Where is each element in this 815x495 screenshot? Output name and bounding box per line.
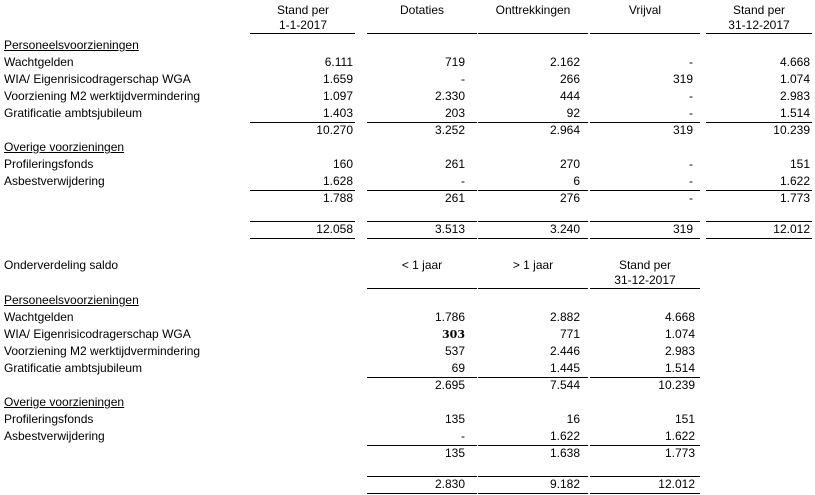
t2-title: Onderverdeling saldo bbox=[4, 258, 119, 272]
t1-header-line bbox=[478, 33, 588, 34]
t1-cell: 719 bbox=[444, 55, 465, 69]
t1-cell: 6.111 bbox=[324, 55, 353, 69]
t2-total-bottom-line bbox=[367, 493, 477, 494]
t2-cell: 16 bbox=[566, 412, 580, 426]
t1-cell: 151 bbox=[789, 157, 810, 171]
t1-cell: - bbox=[689, 89, 693, 103]
t2-cell: 4.668 bbox=[664, 310, 695, 324]
t1-header-onttrekkingen: Onttrekkingen bbox=[495, 3, 571, 17]
t1-header-vrijval: Vrijval bbox=[628, 3, 662, 17]
t2-total-cell: 2.830 bbox=[434, 477, 465, 491]
t2-subtotal-cell: 10.239 bbox=[658, 378, 695, 392]
t2-total-bottom-line bbox=[590, 493, 700, 494]
t2-header-line bbox=[367, 288, 477, 289]
t1-cell: 92 bbox=[566, 106, 580, 120]
t2-cell: 303 bbox=[442, 328, 465, 341]
t2-header-line bbox=[590, 288, 700, 289]
t1-total-cell: 3.513 bbox=[434, 222, 465, 236]
t1-subtotal-cell: 1.788 bbox=[322, 191, 353, 205]
t2-subtotal-cell: 1.638 bbox=[549, 446, 580, 460]
t1-row-label: Gratificatie ambtsjubileum bbox=[4, 106, 143, 120]
t2-cell: 2.446 bbox=[549, 344, 580, 358]
t1-row-label: WIA/ Eigenrisicodragerschap WGA bbox=[4, 72, 191, 86]
t1-subtotal-cell: 3.252 bbox=[434, 123, 465, 137]
t1-cell: 266 bbox=[559, 72, 580, 86]
t1-cell: 203 bbox=[444, 106, 465, 120]
t1-cell: 1.074 bbox=[779, 72, 810, 86]
t1-cell: 4.668 bbox=[779, 55, 810, 69]
t2-cell: 1.445 bbox=[549, 361, 580, 375]
t1-cell: 6 bbox=[573, 174, 580, 188]
t1-section-title: Personeelsvoorzieningen bbox=[4, 38, 139, 52]
t1-row-label: Voorziening M2 werktijdvermindering bbox=[4, 89, 201, 103]
t1-subtotal-cell: 10.270 bbox=[316, 123, 353, 137]
t2-subtotal-cell: 7.544 bbox=[549, 378, 580, 392]
t1-subtotal-cell: 1.773 bbox=[779, 191, 810, 205]
t1-cell: - bbox=[461, 72, 465, 86]
t1-subtotal-cell: 276 bbox=[559, 191, 580, 205]
t1-cell: 270 bbox=[559, 157, 580, 171]
t1-cell: - bbox=[461, 174, 465, 188]
t1-header-dotaties: Dotaties bbox=[399, 3, 445, 17]
t1-total-bottom-line bbox=[590, 238, 700, 239]
t1-cell: 1.622 bbox=[779, 174, 810, 188]
t2-cell: 1.622 bbox=[549, 429, 580, 443]
t2-cell: 1.514 bbox=[664, 361, 695, 375]
t1-cell: 2.983 bbox=[779, 89, 810, 103]
t2-row-label: Profileringsfonds bbox=[4, 412, 94, 426]
t1-total-cell: 12.058 bbox=[316, 222, 353, 236]
t1-subtotal-cell: 261 bbox=[444, 191, 465, 205]
t2-subtotal-cell: 1.773 bbox=[664, 446, 695, 460]
t1-cell: - bbox=[689, 174, 693, 188]
t2-subtotal-cell: 2.695 bbox=[434, 378, 465, 392]
t2-total-cell: 12.012 bbox=[658, 477, 695, 491]
t2-cell: 1.786 bbox=[434, 310, 465, 324]
t1-subtotal-cell: 319 bbox=[672, 123, 693, 137]
t2-cell: 69 bbox=[451, 361, 465, 375]
t1-subtotal-cell: - bbox=[689, 191, 693, 205]
t1-row-label: Profileringsfonds bbox=[4, 157, 94, 171]
t2-header-gt1: > 1 jaar bbox=[512, 258, 554, 272]
t1-total-bottom-line bbox=[367, 238, 477, 239]
t2-row-label: Voorziening M2 werktijdvermindering bbox=[4, 344, 201, 358]
t1-header-line bbox=[250, 33, 355, 34]
t1-section-title: Overige voorzieningen bbox=[4, 140, 125, 154]
t1-subtotal-cell: 2.964 bbox=[549, 123, 580, 137]
t2-subtotal-cell: 135 bbox=[444, 446, 465, 460]
t2-total-bottom-line bbox=[478, 493, 588, 494]
t1-cell: 160 bbox=[332, 157, 353, 171]
t1-total-cell: 319 bbox=[672, 222, 693, 236]
t2-cell: 771 bbox=[559, 327, 580, 341]
t2-row-label: Asbestverwijdering bbox=[4, 429, 105, 443]
t1-cell: 1.514 bbox=[779, 106, 810, 120]
t1-total-bottom-line bbox=[478, 238, 588, 239]
t2-cell: 537 bbox=[444, 344, 465, 358]
t1-total-bottom-line bbox=[250, 238, 355, 239]
t1-header-line bbox=[590, 33, 700, 34]
t1-cell: - bbox=[689, 55, 693, 69]
t2-header-line bbox=[478, 288, 588, 289]
t1-total-cell: 12.012 bbox=[773, 222, 810, 236]
t1-cell: 1.659 bbox=[322, 72, 353, 86]
t1-cell: 319 bbox=[672, 72, 693, 86]
t1-header-stand-end: Stand per 31-12-2017 bbox=[728, 3, 790, 32]
t1-header-stand-begin: Stand per 1-1-2017 bbox=[276, 3, 330, 32]
t2-total-cell: 9.182 bbox=[549, 477, 580, 491]
t2-header-lt1: < 1 jaar bbox=[401, 258, 443, 272]
t2-row-label: Gratificatie ambtsjubileum bbox=[4, 361, 143, 375]
t1-subtotal-cell: 10.239 bbox=[773, 123, 810, 137]
t2-cell: 1.622 bbox=[664, 429, 695, 443]
t1-total-bottom-line bbox=[706, 238, 812, 239]
t2-header-stand: Stand per 31-12-2017 bbox=[614, 258, 676, 287]
t1-cell: 1.097 bbox=[322, 89, 353, 103]
t1-header-line bbox=[706, 33, 812, 34]
t1-header-line bbox=[367, 33, 477, 34]
t2-section-title: Personeelsvoorzieningen bbox=[4, 293, 139, 307]
t1-row-label: Wachtgelden bbox=[4, 55, 74, 69]
t1-cell: - bbox=[689, 106, 693, 120]
t1-cell: - bbox=[689, 157, 693, 171]
t2-row-label: Wachtgelden bbox=[4, 310, 74, 324]
t1-cell: 1.403 bbox=[322, 106, 353, 120]
t2-cell: 2.882 bbox=[549, 310, 580, 324]
t1-cell: 444 bbox=[559, 89, 580, 103]
t2-cell: 151 bbox=[674, 412, 695, 426]
t1-row-label: Asbestverwijdering bbox=[4, 174, 105, 188]
t1-cell: 2.330 bbox=[434, 89, 465, 103]
t1-cell: 1.628 bbox=[322, 174, 353, 188]
t2-cell: 135 bbox=[444, 412, 465, 426]
t2-row-label: WIA/ Eigenrisicodragerschap WGA bbox=[4, 327, 191, 341]
t1-total-cell: 3.240 bbox=[549, 222, 580, 236]
t2-section-title: Overige voorzieningen bbox=[4, 395, 125, 409]
t2-cell: - bbox=[461, 429, 465, 443]
t1-cell: 261 bbox=[444, 157, 465, 171]
t2-cell: 1.074 bbox=[664, 327, 695, 341]
t2-cell: 2.983 bbox=[664, 344, 695, 358]
t1-cell: 2.162 bbox=[549, 55, 580, 69]
